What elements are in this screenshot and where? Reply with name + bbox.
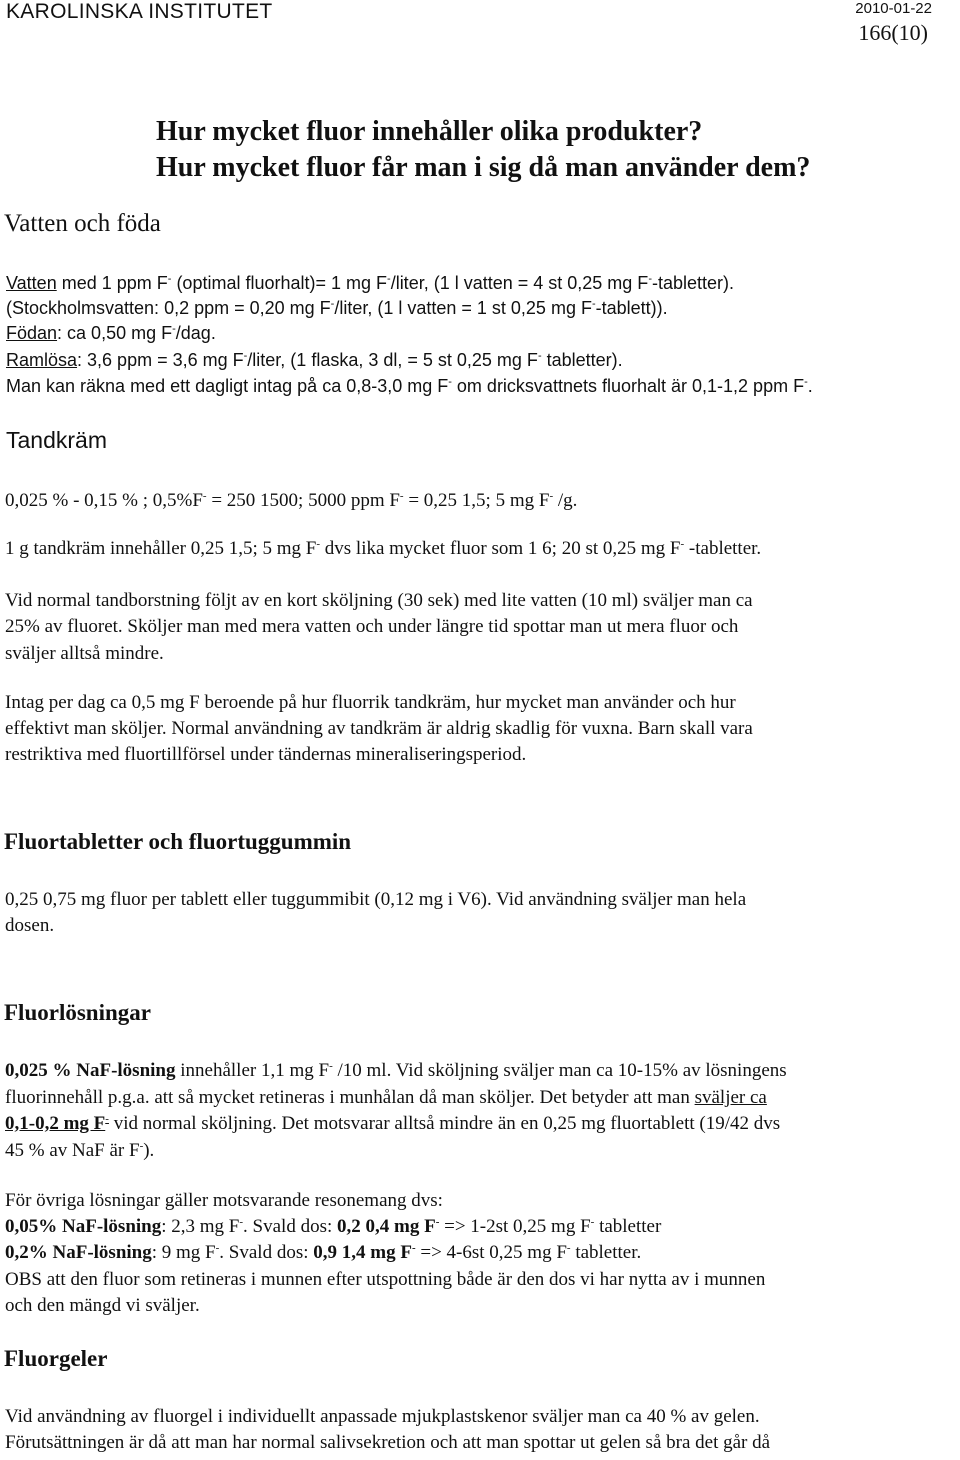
page-title-line-2: Hur mycket fluor får man i sig då man använder dem? [156, 152, 811, 183]
losningar-line-5: För övriga lösningar gäller motsvarande resonemang dvs: [5, 1190, 443, 1211]
losningar-line-6: 0,05% NaF-lösning: 2,3 mg F-. Svald dos: 0,2 0,4 mg F- => 1-2st 0,25 mg F- tabletter [5, 1216, 662, 1237]
tandkram-line-2: 1 g tandkräm innehåller 0,25 1,5; 5 mg F- dvs lika mycket fluor som 1 6; 20 st 0,25 mg F- -tabletter. [5, 538, 762, 559]
fodan-label: Födan [6, 323, 58, 343]
ramlosa-label: Ramlösa [6, 350, 78, 370]
vatten-line-5: Man kan räkna med ett dagligt intag på ca 0,8-3,0 mg F- om dricksvattnets fluorhalt är 0,1-1,2 ppm F-. [6, 376, 813, 396]
losningar-line-7: 0,2% NaF-lösning: 9 mg F-. Svald dos: 0,9 1,4 mg F- => 4-6st 0,25 mg F- tabletter. [5, 1242, 642, 1263]
tandkram-para-1-line-3: sväljer alltså mindre. [5, 643, 164, 664]
tandkram-para-1-line-2: 25% av fluoret. Sköljer man med mera vatten och under längre tid spottar man ut mera fluor och [5, 616, 739, 637]
losningar-line-1: 0,025 % NaF-lösning innehåller 1,1 mg F- /10 ml. Vid sköljning sväljer man ca 10-15% av lösningens [5, 1060, 787, 1081]
vatten-line-1: Vatten med 1 ppm F- (optimal fluorhalt)= 1 mg F-/liter, (1 l vatten = 4 st 0,25 mg F--tabletter). [6, 273, 735, 293]
losningar-line-2: fluorinnehåll p.g.a. att så mycket retineras i munhålan då man sköljer. Det betyder att man sväljer ca [5, 1087, 767, 1108]
page-title-line-1: Hur mycket fluor innehåller olika produkter? [156, 116, 703, 147]
losningar-line-9: och den mängd vi sväljer. [5, 1295, 200, 1316]
tabletter-line-2: dosen. [5, 915, 55, 936]
tandkram-para-2-line-2: effektivt man sköljer. Normal användning av tandkräm är aldrig skadlig för vuxna. Barn skall vara [5, 718, 753, 739]
vatten-line-2: (Stockholmsvatten: 0,2 ppm = 0,20 mg F-/liter, (1 l vatten = 1 st 0,25 mg F--tablett)). [6, 298, 668, 318]
tandkram-para-2-line-3: restriktiva med fluortillförsel under tändernas mineraliseringsperiod. [5, 744, 527, 765]
vatten-line-3: Födan: ca 0,50 mg F-/dag. [6, 323, 216, 343]
page-number: 166(10) [858, 20, 928, 45]
losningar-line-8: OBS att den fluor som retineras i munnen efter utspottning både är den dos vi har nytta av i munnen [5, 1269, 766, 1290]
tandkram-para-1-line-1: Vid normal tandborstning följt av en kort sköljning (30 sek) med lite vatten (10 ml) sväljer man ca [5, 590, 753, 611]
section-heading-geler: Fluorgeler [4, 1346, 108, 1371]
section-heading-vatten: Vatten och föda [4, 210, 161, 237]
tabletter-line-1: 0,25 0,75 mg fluor per tablett eller tuggummibit (0,12 mg i V6). Vid användning sväljer man hela [5, 889, 747, 910]
section-heading-tabletter: Fluortabletter och fluortuggummin [4, 829, 352, 854]
geler-line-2: Förutsättningen är då att man har normal salivsekretion och att man spottar ut gelen så bra det går då [5, 1432, 771, 1453]
document-date: 2010-01-22 [855, 0, 932, 17]
losningar-line-4: 45 % av NaF är F-). [5, 1140, 155, 1161]
section-heading-losningar: Fluorlösningar [4, 1000, 151, 1025]
vatten-line-4: Ramlösa: 3,6 ppm = 3,6 mg F-/liter, (1 flaska, 3 dl, = 5 st 0,25 mg F- tabletter). [6, 350, 623, 370]
section-heading-tandkram: Tandkräm [6, 427, 107, 453]
geler-line-1: Vid användning av fluorgel i individuellt anpassade mjukplastskenor sväljer man ca 40 % av gelen. [5, 1406, 760, 1427]
losningar-line-3: 0,1-0,2 mg F- vid normal sköljning. Det motsvarar alltså mindre än en 0,25 mg fluortablett (19/42 dvs [5, 1113, 781, 1134]
institution-name: KAROLINSKA INSTITUTET [6, 0, 273, 23]
tandkram-line-1: 0,025 % - 0,15 % ; 0,5%F- = 250 1500; 5000 ppm F- = 0,25 1,5; 5 mg F- /g. [5, 490, 578, 511]
tandkram-para-2-line-1: Intag per dag ca 0,5 mg F beroende på hur fluorrik tandkräm, hur mycket man använder och hur [5, 692, 736, 713]
vatten-link: Vatten [6, 273, 57, 293]
